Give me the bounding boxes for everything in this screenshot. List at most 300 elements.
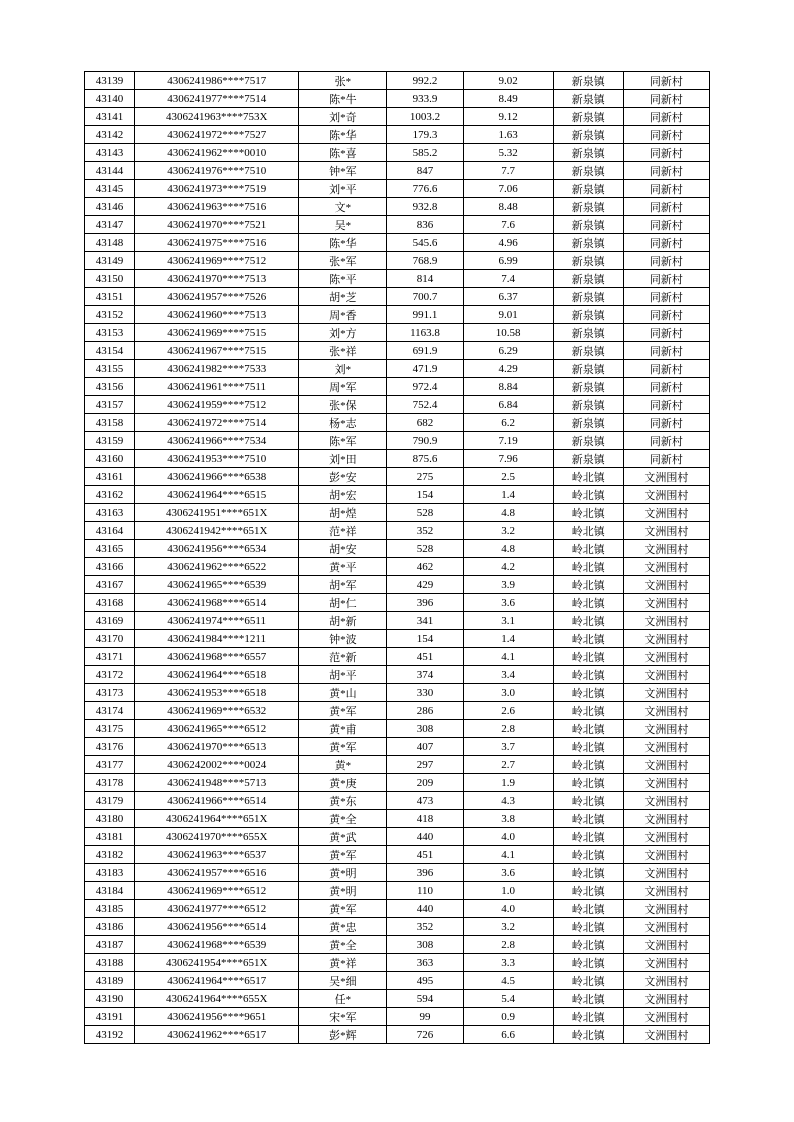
cell-name: 胡*军	[299, 576, 387, 594]
cell-town: 新泉镇	[553, 90, 623, 108]
cell-area: 6.99	[463, 252, 553, 270]
cell-name: 张*保	[299, 396, 387, 414]
cell-name: 胡*芝	[299, 288, 387, 306]
cell-area: 1.4	[463, 630, 553, 648]
table-row	[85, 306, 710, 324]
cell-town: 岭北镇	[553, 972, 623, 990]
cell-area: 7.06	[463, 180, 553, 198]
cell-area: 7.7	[463, 162, 553, 180]
cell-seq: 43164	[85, 522, 135, 540]
cell-town: 岭北镇	[553, 1026, 623, 1044]
cell-town: 岭北镇	[553, 720, 623, 738]
cell-id_number: 4306241972****7514	[135, 414, 299, 432]
cell-town: 新泉镇	[553, 108, 623, 126]
cell-village: 文洲围村	[623, 612, 709, 630]
cell-amount: 179.3	[387, 126, 463, 144]
cell-village: 文洲围村	[623, 630, 709, 648]
cell-name: 黄*军	[299, 900, 387, 918]
cell-village: 文洲围村	[623, 774, 709, 792]
cell-area: 4.5	[463, 972, 553, 990]
cell-area: 3.1	[463, 612, 553, 630]
cell-area: 6.6	[463, 1026, 553, 1044]
cell-amount: 691.9	[387, 342, 463, 360]
cell-name: 宋*军	[299, 1008, 387, 1026]
table-row	[85, 396, 710, 414]
table-row	[85, 144, 710, 162]
table-row	[85, 162, 710, 180]
table-row	[85, 414, 710, 432]
cell-town: 新泉镇	[553, 162, 623, 180]
cell-village: 同新村	[623, 108, 709, 126]
cell-amount: 451	[387, 846, 463, 864]
table-row	[85, 612, 710, 630]
table-row	[85, 990, 710, 1008]
cell-id_number: 4306241970****655X	[135, 828, 299, 846]
cell-seq: 43155	[85, 360, 135, 378]
cell-amount: 495	[387, 972, 463, 990]
table-row	[85, 72, 710, 90]
cell-amount: 932.8	[387, 198, 463, 216]
cell-seq: 43168	[85, 594, 135, 612]
cell-area: 3.4	[463, 666, 553, 684]
table-row	[85, 918, 710, 936]
cell-town: 岭北镇	[553, 846, 623, 864]
table-row	[85, 1026, 710, 1044]
cell-area: 9.01	[463, 306, 553, 324]
cell-town: 新泉镇	[553, 432, 623, 450]
cell-area: 3.2	[463, 918, 553, 936]
cell-seq: 43145	[85, 180, 135, 198]
cell-id_number: 4306241966****7534	[135, 432, 299, 450]
cell-village: 同新村	[623, 270, 709, 288]
cell-id_number: 4306241948****5713	[135, 774, 299, 792]
table-row	[85, 378, 710, 396]
cell-id_number: 4306241963****753X	[135, 108, 299, 126]
cell-id_number: 4306241977****6512	[135, 900, 299, 918]
cell-area: 5.4	[463, 990, 553, 1008]
table-row	[85, 468, 710, 486]
cell-village: 文洲围村	[623, 576, 709, 594]
table-row	[85, 486, 710, 504]
table-row	[85, 540, 710, 558]
cell-seq: 43146	[85, 198, 135, 216]
cell-area: 4.0	[463, 900, 553, 918]
cell-id_number: 4306241953****7510	[135, 450, 299, 468]
table-row	[85, 198, 710, 216]
cell-town: 新泉镇	[553, 144, 623, 162]
cell-id_number: 4306241957****6516	[135, 864, 299, 882]
cell-village: 文洲围村	[623, 594, 709, 612]
cell-seq: 43142	[85, 126, 135, 144]
cell-id_number: 4306241953****6518	[135, 684, 299, 702]
cell-area: 2.7	[463, 756, 553, 774]
cell-town: 新泉镇	[553, 450, 623, 468]
cell-id_number: 4306241962****6522	[135, 558, 299, 576]
cell-seq: 43166	[85, 558, 135, 576]
cell-name: 胡*煌	[299, 504, 387, 522]
cell-area: 2.6	[463, 702, 553, 720]
cell-village: 文洲围村	[623, 504, 709, 522]
cell-seq: 43186	[85, 918, 135, 936]
table-row	[85, 126, 710, 144]
cell-seq: 43169	[85, 612, 135, 630]
cell-village: 文洲围村	[623, 792, 709, 810]
cell-name: 周*香	[299, 306, 387, 324]
cell-amount: 396	[387, 864, 463, 882]
cell-name: 黄*军	[299, 702, 387, 720]
cell-seq: 43162	[85, 486, 135, 504]
cell-seq: 43179	[85, 792, 135, 810]
cell-town: 岭北镇	[553, 684, 623, 702]
cell-id_number: 4306241970****6513	[135, 738, 299, 756]
table-row	[85, 684, 710, 702]
cell-town: 新泉镇	[553, 378, 623, 396]
cell-seq: 43192	[85, 1026, 135, 1044]
cell-name: 张*军	[299, 252, 387, 270]
cell-village: 文洲围村	[623, 540, 709, 558]
cell-village: 文洲围村	[623, 828, 709, 846]
cell-seq: 43175	[85, 720, 135, 738]
cell-id_number: 4306241957****7526	[135, 288, 299, 306]
cell-name: 范*新	[299, 648, 387, 666]
cell-village: 文洲围村	[623, 1026, 709, 1044]
cell-area: 1.63	[463, 126, 553, 144]
cell-area: 4.29	[463, 360, 553, 378]
cell-amount: 594	[387, 990, 463, 1008]
cell-id_number: 4306241961****7511	[135, 378, 299, 396]
cell-area: 4.3	[463, 792, 553, 810]
cell-seq: 43185	[85, 900, 135, 918]
table-row	[85, 288, 710, 306]
cell-town: 新泉镇	[553, 126, 623, 144]
cell-village: 文洲围村	[623, 900, 709, 918]
table-row	[85, 756, 710, 774]
cell-amount: 528	[387, 504, 463, 522]
cell-id_number: 4306241956****9651	[135, 1008, 299, 1026]
cell-id_number: 4306241959****7512	[135, 396, 299, 414]
table-row	[85, 270, 710, 288]
table-row	[85, 576, 710, 594]
cell-amount: 418	[387, 810, 463, 828]
cell-id_number: 4306241974****6511	[135, 612, 299, 630]
cell-id_number: 4306241965****6512	[135, 720, 299, 738]
cell-town: 新泉镇	[553, 360, 623, 378]
cell-area: 3.7	[463, 738, 553, 756]
table-row	[85, 252, 710, 270]
cell-village: 同新村	[623, 342, 709, 360]
table-row	[85, 522, 710, 540]
cell-name: 胡*新	[299, 612, 387, 630]
cell-village: 同新村	[623, 414, 709, 432]
cell-amount: 814	[387, 270, 463, 288]
cell-seq: 43161	[85, 468, 135, 486]
cell-town: 岭北镇	[553, 702, 623, 720]
cell-town: 岭北镇	[553, 990, 623, 1008]
table-row	[85, 828, 710, 846]
cell-name: 陈*华	[299, 234, 387, 252]
cell-amount: 374	[387, 666, 463, 684]
cell-seq: 43159	[85, 432, 135, 450]
table-body	[85, 72, 710, 1044]
cell-name: 黄*全	[299, 936, 387, 954]
cell-seq: 43172	[85, 666, 135, 684]
cell-village: 文洲围村	[623, 486, 709, 504]
cell-amount: 992.2	[387, 72, 463, 90]
cell-village: 文洲围村	[623, 648, 709, 666]
cell-seq: 43188	[85, 954, 135, 972]
cell-id_number: 4306241968****6539	[135, 936, 299, 954]
cell-id_number: 4306241968****6557	[135, 648, 299, 666]
cell-area: 4.8	[463, 540, 553, 558]
cell-town: 新泉镇	[553, 342, 623, 360]
cell-village: 文洲围村	[623, 846, 709, 864]
cell-village: 文洲围村	[623, 882, 709, 900]
table-row	[85, 324, 710, 342]
cell-amount: 790.9	[387, 432, 463, 450]
cell-amount: 209	[387, 774, 463, 792]
table-row	[85, 630, 710, 648]
cell-seq: 43144	[85, 162, 135, 180]
cell-area: 2.8	[463, 720, 553, 738]
cell-amount: 1003.2	[387, 108, 463, 126]
cell-seq: 43153	[85, 324, 135, 342]
cell-area: 7.19	[463, 432, 553, 450]
cell-town: 新泉镇	[553, 216, 623, 234]
cell-name: 陈*军	[299, 432, 387, 450]
cell-name: 钟*波	[299, 630, 387, 648]
cell-area: 7.6	[463, 216, 553, 234]
cell-town: 岭北镇	[553, 738, 623, 756]
cell-seq: 43152	[85, 306, 135, 324]
cell-amount: 473	[387, 792, 463, 810]
cell-town: 岭北镇	[553, 900, 623, 918]
cell-town: 岭北镇	[553, 576, 623, 594]
cell-area: 3.3	[463, 954, 553, 972]
cell-area: 6.29	[463, 342, 553, 360]
cell-seq: 43163	[85, 504, 135, 522]
cell-id_number: 4306241962****6517	[135, 1026, 299, 1044]
cell-name: 彭*辉	[299, 1026, 387, 1044]
table-row	[85, 810, 710, 828]
cell-area: 3.6	[463, 864, 553, 882]
cell-name: 黄*武	[299, 828, 387, 846]
cell-seq: 43147	[85, 216, 135, 234]
cell-amount: 776.6	[387, 180, 463, 198]
cell-seq: 43140	[85, 90, 135, 108]
cell-id_number: 4306241973****7519	[135, 180, 299, 198]
cell-village: 同新村	[623, 306, 709, 324]
cell-area: 6.2	[463, 414, 553, 432]
cell-amount: 700.7	[387, 288, 463, 306]
table-row	[85, 342, 710, 360]
table-row	[85, 360, 710, 378]
cell-town: 新泉镇	[553, 180, 623, 198]
cell-town: 岭北镇	[553, 828, 623, 846]
cell-amount: 275	[387, 468, 463, 486]
cell-amount: 330	[387, 684, 463, 702]
cell-area: 9.02	[463, 72, 553, 90]
cell-area: 1.0	[463, 882, 553, 900]
cell-area: 2.5	[463, 468, 553, 486]
cell-town: 新泉镇	[553, 306, 623, 324]
table-row	[85, 792, 710, 810]
cell-amount: 682	[387, 414, 463, 432]
cell-village: 同新村	[623, 288, 709, 306]
cell-area: 3.2	[463, 522, 553, 540]
cell-village: 文洲围村	[623, 468, 709, 486]
cell-town: 新泉镇	[553, 288, 623, 306]
cell-village: 文洲围村	[623, 810, 709, 828]
table-row	[85, 558, 710, 576]
cell-amount: 1163.8	[387, 324, 463, 342]
cell-id_number: 4306241970****7513	[135, 270, 299, 288]
cell-town: 新泉镇	[553, 234, 623, 252]
cell-name: 黄*庚	[299, 774, 387, 792]
cell-amount: 429	[387, 576, 463, 594]
cell-seq: 43189	[85, 972, 135, 990]
cell-id_number: 4306241976****7510	[135, 162, 299, 180]
cell-village: 同新村	[623, 216, 709, 234]
table-row	[85, 738, 710, 756]
cell-id_number: 4306241969****7512	[135, 252, 299, 270]
cell-town: 新泉镇	[553, 396, 623, 414]
cell-id_number: 4306241964****651X	[135, 810, 299, 828]
cell-seq: 43183	[85, 864, 135, 882]
cell-village: 同新村	[623, 396, 709, 414]
cell-name: 陈*平	[299, 270, 387, 288]
cell-amount: 836	[387, 216, 463, 234]
cell-area: 4.96	[463, 234, 553, 252]
table-row	[85, 432, 710, 450]
cell-area: 4.2	[463, 558, 553, 576]
cell-town: 新泉镇	[553, 324, 623, 342]
table-row	[85, 900, 710, 918]
cell-name: 黄*忠	[299, 918, 387, 936]
cell-area: 4.8	[463, 504, 553, 522]
cell-name: 吴*	[299, 216, 387, 234]
table-row	[85, 774, 710, 792]
cell-area: 8.49	[463, 90, 553, 108]
cell-seq: 43190	[85, 990, 135, 1008]
cell-seq: 43160	[85, 450, 135, 468]
cell-id_number: 4306241972****7527	[135, 126, 299, 144]
cell-area: 3.0	[463, 684, 553, 702]
cell-amount: 352	[387, 522, 463, 540]
cell-area: 3.6	[463, 594, 553, 612]
cell-seq: 43177	[85, 756, 135, 774]
cell-amount: 847	[387, 162, 463, 180]
cell-id_number: 4306241956****6514	[135, 918, 299, 936]
cell-amount: 308	[387, 936, 463, 954]
table-row	[85, 90, 710, 108]
cell-name: 范*祥	[299, 522, 387, 540]
cell-seq: 43184	[85, 882, 135, 900]
cell-id_number: 4306241964****6518	[135, 666, 299, 684]
cell-village: 同新村	[623, 90, 709, 108]
cell-id_number: 4306241956****6534	[135, 540, 299, 558]
cell-id_number: 4306241984****1211	[135, 630, 299, 648]
cell-amount: 545.6	[387, 234, 463, 252]
cell-id_number: 4306241969****6532	[135, 702, 299, 720]
cell-id_number: 4306241967****7515	[135, 342, 299, 360]
cell-amount: 110	[387, 882, 463, 900]
cell-seq: 43178	[85, 774, 135, 792]
cell-name: 黄*祥	[299, 954, 387, 972]
cell-amount: 875.6	[387, 450, 463, 468]
cell-id_number: 4306241964****655X	[135, 990, 299, 1008]
cell-amount: 99	[387, 1008, 463, 1026]
table-row	[85, 216, 710, 234]
cell-seq: 43187	[85, 936, 135, 954]
cell-id_number: 4306242002****0024	[135, 756, 299, 774]
cell-name: 黄*甫	[299, 720, 387, 738]
cell-name: 胡*仁	[299, 594, 387, 612]
cell-village: 文洲围村	[623, 954, 709, 972]
cell-seq: 43173	[85, 684, 135, 702]
cell-id_number: 4306241982****7533	[135, 360, 299, 378]
cell-area: 0.9	[463, 1008, 553, 1026]
cell-village: 同新村	[623, 324, 709, 342]
cell-seq: 43174	[85, 702, 135, 720]
cell-town: 岭北镇	[553, 666, 623, 684]
cell-town: 新泉镇	[553, 198, 623, 216]
table-row	[85, 972, 710, 990]
cell-name: 钟*军	[299, 162, 387, 180]
cell-area: 6.84	[463, 396, 553, 414]
cell-amount: 396	[387, 594, 463, 612]
cell-town: 新泉镇	[553, 252, 623, 270]
cell-name: 陈*华	[299, 126, 387, 144]
table-row	[85, 1008, 710, 1026]
cell-village: 同新村	[623, 198, 709, 216]
cell-area: 3.9	[463, 576, 553, 594]
cell-town: 岭北镇	[553, 864, 623, 882]
cell-village: 同新村	[623, 432, 709, 450]
cell-amount: 991.1	[387, 306, 463, 324]
cell-amount: 585.2	[387, 144, 463, 162]
cell-name: 张*	[299, 72, 387, 90]
table-row	[85, 504, 710, 522]
data-table	[84, 71, 710, 1044]
table-row	[85, 234, 710, 252]
cell-village: 同新村	[623, 252, 709, 270]
cell-seq: 43154	[85, 342, 135, 360]
cell-seq: 43170	[85, 630, 135, 648]
cell-name: 黄*军	[299, 846, 387, 864]
cell-town: 岭北镇	[553, 918, 623, 936]
cell-town: 新泉镇	[553, 414, 623, 432]
cell-area: 10.58	[463, 324, 553, 342]
cell-seq: 43171	[85, 648, 135, 666]
cell-village: 同新村	[623, 72, 709, 90]
cell-town: 岭北镇	[553, 1008, 623, 1026]
cell-seq: 43157	[85, 396, 135, 414]
cell-town: 岭北镇	[553, 522, 623, 540]
cell-village: 同新村	[623, 144, 709, 162]
cell-name: 黄*军	[299, 738, 387, 756]
cell-name: 黄*平	[299, 558, 387, 576]
cell-name: 黄*明	[299, 864, 387, 882]
cell-town: 岭北镇	[553, 558, 623, 576]
cell-name: 刘*平	[299, 180, 387, 198]
cell-area: 9.12	[463, 108, 553, 126]
cell-id_number: 4306241965****6539	[135, 576, 299, 594]
cell-area: 4.0	[463, 828, 553, 846]
table-row	[85, 954, 710, 972]
cell-village: 文洲围村	[623, 738, 709, 756]
cell-area: 5.32	[463, 144, 553, 162]
cell-village: 同新村	[623, 234, 709, 252]
